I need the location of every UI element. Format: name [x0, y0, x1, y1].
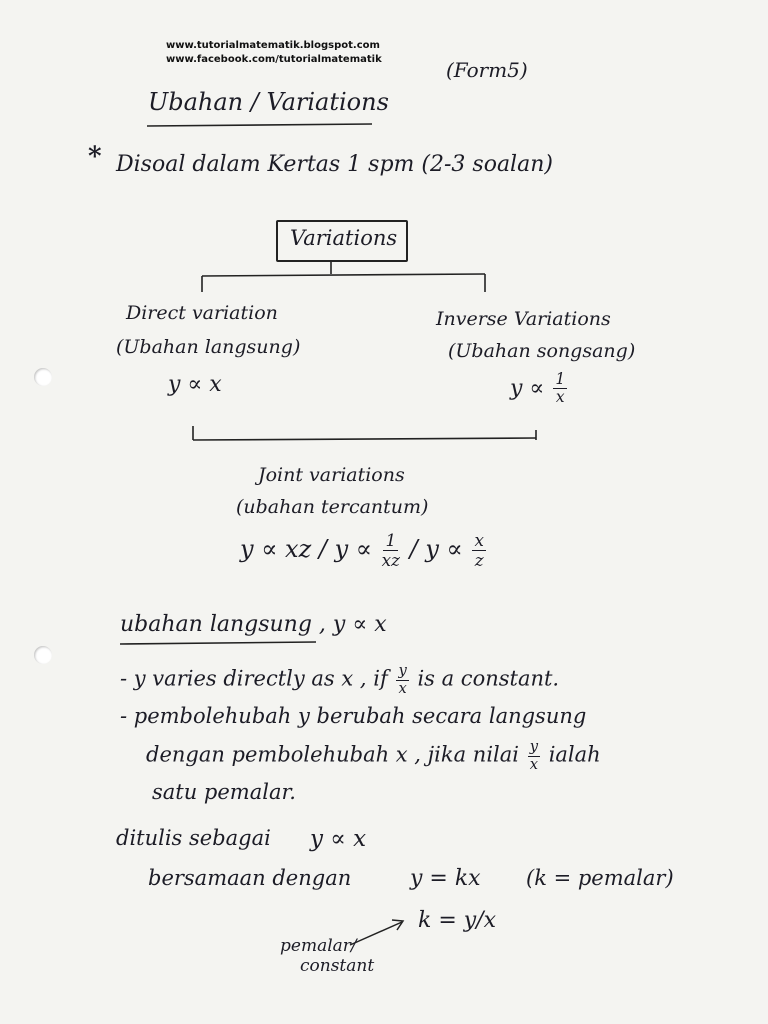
joint-formula-2-den: xz — [381, 549, 400, 570]
direct-variation-label: Direct variation — [126, 302, 278, 324]
bullet-2-line-2 — [146, 740, 601, 772]
bullet-1-text-a: - y varies directly as x , if — [120, 666, 388, 691]
bullet-1-text-b: is a constant. — [417, 666, 560, 691]
joint-formula-3-num: x — [474, 530, 484, 550]
bullet-1-fraction — [396, 664, 408, 696]
inverse-formula-prefix: y ∝ — [510, 375, 545, 401]
joint-formula-separator: / — [409, 534, 418, 563]
bullet-2-num: y — [529, 738, 538, 755]
equivalent-text: bersamaan dengan — [148, 866, 352, 890]
joint-formula-2-prefix: y ∝ — [334, 534, 373, 563]
bullet-1-num: y — [398, 662, 407, 679]
written-as-text: ditulis sebagai — [116, 826, 271, 850]
joint-formula-2-fraction — [382, 532, 400, 569]
bullet-2-den: x — [529, 755, 538, 773]
joint-variation-label: Joint variations — [258, 464, 405, 486]
direct-variation-formula: y ∝ x — [168, 372, 222, 397]
joint-formula-3-fraction — [472, 532, 485, 569]
joint-formula-1: y ∝ xz / — [240, 534, 327, 563]
bullet-2-line-1: - pembolehubah y berubah secara langsung — [120, 704, 587, 728]
form-label: (Form5) — [446, 58, 528, 82]
direct-variation-malay: (Ubahan langsung) — [116, 336, 301, 358]
joint-variation-malay: (ubahan tercantum) — [236, 496, 429, 518]
variations-root-label: Variations — [290, 226, 398, 250]
inverse-variation-formula — [510, 372, 569, 406]
page-title: Ubahan / Variations — [148, 88, 389, 116]
note-star: * — [88, 142, 102, 172]
equivalent-formula: y = kx — [410, 866, 481, 891]
inverse-variation-label: Inverse Variations — [436, 308, 611, 330]
written-as-formula: y ∝ x — [310, 826, 367, 852]
bullet-2-text-a: dengan pembolehubah x , jika nilai — [146, 742, 519, 767]
joint-formula-2-num: 1 — [385, 530, 397, 550]
k-formula: k = y/x — [418, 908, 496, 933]
inverse-variation-malay: (Ubahan songsang) — [448, 340, 636, 362]
inverse-formula-den: x — [555, 388, 565, 407]
facebook-url: www.facebook.com/tutorialmatematik — [166, 54, 382, 65]
joint-formula-3-den: z — [474, 549, 484, 570]
inverse-formula-fraction — [553, 372, 567, 406]
pemalar-label: pemalar/ — [280, 936, 357, 956]
constant-label: constant — [300, 956, 375, 976]
section-heading: ubahan langsung , y ∝ x — [120, 612, 387, 637]
blog-url: www.tutorialmatematik.blogspot.com — [166, 40, 380, 51]
bullet-2-fraction — [528, 740, 540, 772]
equivalent-note: (k = pemalar) — [526, 866, 674, 890]
bullet-1-den: x — [398, 679, 407, 697]
bullet-2-text-b: ialah — [548, 742, 601, 767]
joint-formula-3-prefix: y ∝ — [425, 534, 463, 563]
bullet-2-line-3: satu pemalar. — [152, 780, 296, 804]
joint-variation-formulas — [240, 532, 488, 569]
inverse-formula-num: 1 — [555, 370, 566, 388]
bullet-directly-english — [120, 664, 559, 696]
note-text: Disoal dalam Kertas 1 spm (2-3 soalan) — [116, 152, 553, 177]
